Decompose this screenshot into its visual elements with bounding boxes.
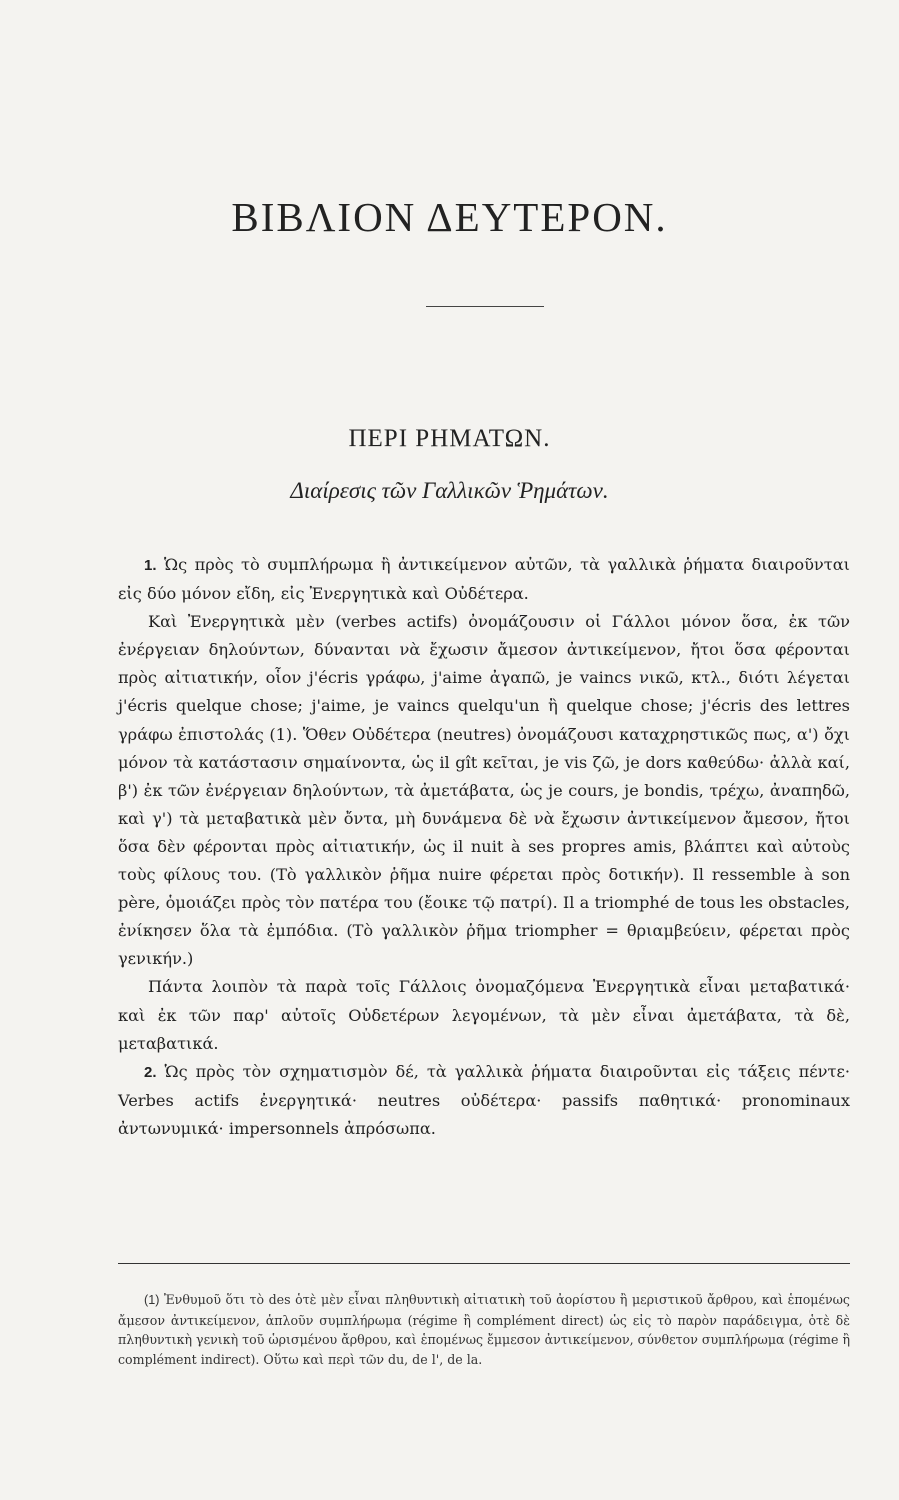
title-divider xyxy=(426,306,544,307)
footnote-mark: (1) xyxy=(144,1293,160,1307)
paragraph-number: 1. xyxy=(144,557,157,574)
section-title: ΠΕΡΙ ΡΗΜΑΤΩΝ. xyxy=(348,425,551,452)
paragraph-number: 2. xyxy=(144,1063,157,1081)
footnote xyxy=(118,1290,850,1369)
paragraph-text: Πάντα λοιπὸν τὰ παρὰ τοῖς Γάλλοις ὀνομαζόμενα Ἐνεργητικὰ εἶναι μεταβατικά· καὶ ἐκ τῶν παρ' αὐτοῖς Οὐδετέρων λεγομένων, τὰ μὲν εἶναι ἀμετάβατα, τὰ δὲ, μεταβατικά. xyxy=(118,977,850,1053)
footnote-divider xyxy=(118,1263,850,1264)
body-text xyxy=(118,551,850,1143)
paragraph-text: Ὡς πρὸς τὸν σχηματισμὸν δέ, τὰ γαλλικὰ ῥήματα διαιροῦνται εἰς τάξεις πέντε· Verbes actifs ἐνεργητικά· neutres οὐδέτερα· passifs παθητικά· pronominaux ἀντωνυμικά· impersonnels ἀπρόσωπα. xyxy=(118,1061,850,1138)
paragraph-1 xyxy=(118,551,850,608)
paragraph-2 xyxy=(118,608,850,973)
section-subtitle: Διαίρεσις τῶν Γαλλικῶν Ῥημάτων. xyxy=(290,478,609,503)
paragraph-3 xyxy=(118,973,850,1057)
book-title: ΒΙΒΛΙΟΝ ΔΕΥΤΕΡΟΝ. xyxy=(231,194,668,240)
paragraph-text: Καὶ Ἐνεργητικὰ μὲν (verbes actifs) ὀνομάζουσιν οἱ Γάλλοι μόνον ὅσα, ἐκ τῶν ἐνέργειαν δηλούντων, δύνανται νὰ ἔχωσιν ἄμεσον ἀντικείμενον, ἤτοι ὅσα φέρονται πρὸς αἰτιατικήν, οἷον j'écris γράφω, j'aime ἀγαπῶ, je vaincs νικῶ, κτλ., διότι λέγεται j'écris quelque chose; j'aime, je vaincs quelqu'un ἢ quelque chose; j'écris des lettres γράφω ἐπιστολάς (1). Ὅθεν Οὐδέτερα (neutres) ὀνομάζουσι καταχρηστικῶς πως, α') ὄχι μόνον τὰ κατάστασιν σημαίνοντα, ὡς il gît κεῖται, je vis ζῶ, je dors καθεύδω· ἀλλὰ καί, β') ἐκ τῶν ἐνέργειαν δηλούντων, τὰ ἀμετάβατα, ὡς je cours, je bondis, τρέχω, ἀναπηδῶ, καὶ γ') τὰ μεταβατικὰ μὲν ὄντα, μὴ δυνάμενα δὲ νὰ ἔχωσιν ἀντικείμενον ἄμεσον, ἤτοι ὅσα δὲν φέρονται πρὸς αἰτιατικήν, ὡς il nuit à ses propres amis, βλάπτει καὶ αὐτοὺς τοὺς φίλους του. (Τὸ γαλλικὸν ῥῆμα nuire φέρεται πρὸς δοτικήν). Il ressemble à son père, ὁμοιάζει πρὸς τὸν πατέρα του (ἔοικε τῷ πατρί). Il a triomphé de tous les obstacles, ἐνίκησεν ὅλα τὰ ἐμπόδια. (Τὸ γαλλικὸν ῥῆμα triompher = θριαμβεύειν, φέρεται πρὸς γενικήν.) xyxy=(118,612,850,969)
footnote-text: Ἐνθυμοῦ ὅτι τὸ des ὁτὲ μὲν εἶναι πληθυντικὴ αἰτιατικὴ τοῦ ἀορίστου ἢ μεριστικοῦ ἄρθρου, καὶ ἑπομένως ἄμεσον ἀντικείμενον, ἁπλοῦν συμπλήρωμα (régime ἢ complément direct) ὡς εἰς τὸ παρὸν παράδειγμα, ὁτὲ δὲ πληθυντικὴ γενικὴ τοῦ ὡρισμένου ἄρθρου, καὶ ἑπομένως ἔμμεσον ἀντικείμενον, σύνθετον συμπλήρωμα (régime ἢ complément indirect). Οὕτω καὶ περὶ τῶν du, de l', de la. xyxy=(118,1292,850,1367)
paragraph-text: Ὡς πρὸς τὸ συμπλήρωμα ἢ ἀντικείμενον αὐτῶν, τὰ γαλλικὰ ῥήματα διαιροῦνται εἰς δύο μόνον εἴδη, εἰς Ἐνεργητικὰ καὶ Οὐδέτερα. xyxy=(118,555,850,604)
paragraph-4 xyxy=(118,1058,850,1143)
